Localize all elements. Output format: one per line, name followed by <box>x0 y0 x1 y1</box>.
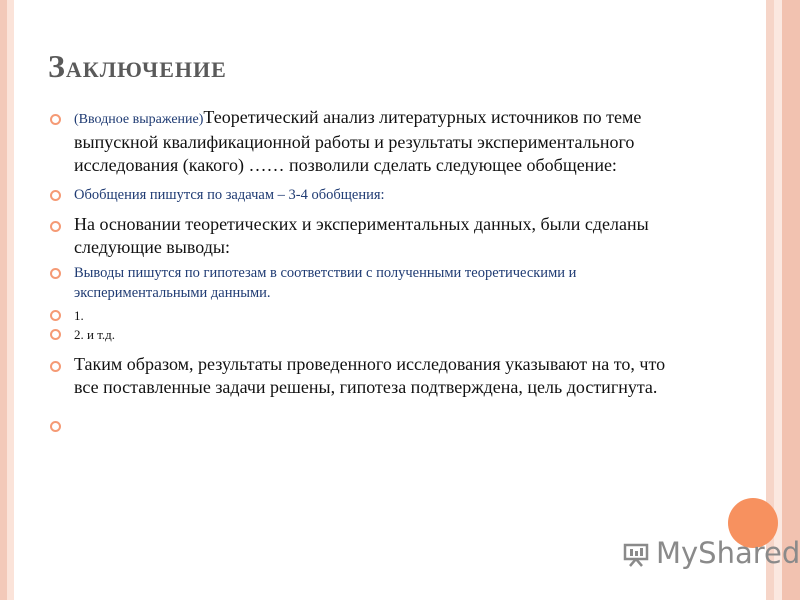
bullet-text: 1. <box>74 308 84 323</box>
bullet-item-generalizations <box>48 185 668 205</box>
bullet-list <box>48 106 668 436</box>
bullet-item-2 <box>48 326 668 343</box>
bullet-dot-icon <box>50 221 61 232</box>
bullet-dot-icon <box>50 421 61 432</box>
bullet-text: Обобщения пишутся по задачам – 3-4 обобщения: <box>74 187 385 203</box>
bullet-dot-icon <box>50 310 61 321</box>
bullet-dot-icon <box>50 268 61 279</box>
title-rest: АКЛЮЧЕНИЕ <box>65 57 227 82</box>
bullet-dot-icon <box>50 114 61 125</box>
slide-title <box>48 48 227 85</box>
title-first-letter: З <box>48 48 66 84</box>
bullet-text: Таким образом, результаты проведенного исследования указывают на то, что все поставленные задачи решены, гипотеза подтверждена, цель достигнута. <box>74 354 666 397</box>
bullet-item-1 <box>48 307 668 324</box>
bullet-text: Теоретический анализ литературных источников по теме выпускной квалификационной работы и результаты экспериментального исследования (какого) …… позволили сделать следующее обобщение: <box>74 107 642 175</box>
bullet-dot-icon <box>50 329 61 340</box>
slide <box>16 0 800 600</box>
bullet-item-hypotheses <box>48 263 668 303</box>
watermark <box>622 536 800 570</box>
myshared-logo-icon <box>622 539 650 567</box>
bullet-lead-text: (Вводное выражение) <box>74 112 204 127</box>
bullet-text: На основании теоретических и экспериментальных данных, были сделаны следующие выводы: <box>74 214 649 257</box>
bullet-item-conclusions <box>48 213 668 259</box>
bullet-item-empty <box>48 413 668 436</box>
bullet-dot-icon <box>50 361 61 372</box>
bullet-dot-icon <box>50 190 61 201</box>
bullet-text: 2. и т.д. <box>74 327 116 342</box>
left-border-decoration <box>0 0 14 600</box>
bullet-text: Выводы пишутся по гипотезам в соответствии с полученными теоретическими и экспериментальными данными. <box>74 265 577 301</box>
bullet-item-summary <box>48 353 668 399</box>
watermark-text: MyShared <box>656 536 800 570</box>
bullet-item-intro <box>48 106 668 177</box>
